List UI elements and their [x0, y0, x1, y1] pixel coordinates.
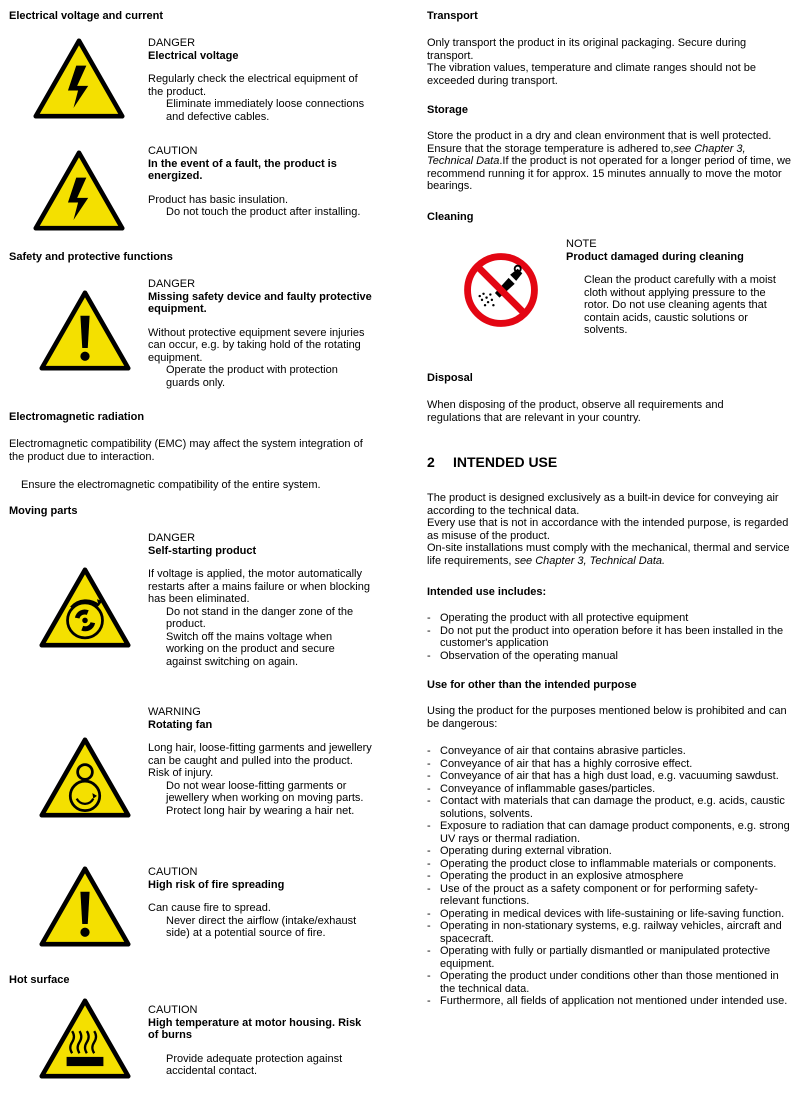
list-item: - Operating the product under conditions other than those mentioned in the technical data. — [427, 970, 792, 995]
rotating-fan-warning-icon — [39, 737, 131, 818]
heading-transport: Transport — [427, 10, 478, 22]
no-spray-cleaning-icon — [463, 252, 539, 328]
warning-self-starting: DANGER Self-starting product If voltage is applied, the motor automatically restarts after a mains failure or when blocking has been eliminated. Do not stand in the danger zone of the product. Switch off the mains voltage when working on the product and secure against switching on again. — [148, 532, 370, 668]
intended-use-text: The product is designed exclusively as a built-in device for conveying air according to the technical data. Every use that is not in accordance with the intended purpose, is regarded as misuse of the product. On-site installations must comply with the mechanical, thermal and service life requirements, see Chapter 3, Technical Data. — [427, 492, 790, 567]
warning-fire-spreading: CAUTION High risk of fire spreading Can cause fire to spread. Never direct the airflow (intake/exhaust side) at a potential source of fire. — [148, 866, 357, 939]
heading-electrical: Electrical voltage and current — [9, 10, 164, 22]
prohibited-use-list — [427, 745, 792, 1008]
warning-electrical-voltage: DANGER Electrical voltage Regularly check the electrical equipment of the product. Eliminate immediately loose connections and defective cables. — [148, 37, 365, 123]
list-item: - Conveyance of air that has a highly corrosive effect. — [427, 758, 792, 771]
list-item: - Operating in non-stationary systems, e.g. railway vehicles, aircraft and spacecraft. — [427, 920, 792, 945]
warning-rotating-fan: WARNING Rotating fan Long hair, loose-fitting garments and jewellery can be caught and pulled into the product. Risk of injury. Do not wear loose-fitting garments or jewellery when working on moving parts. Protect long hair by wearing a hair net. — [148, 706, 372, 817]
self-starting-fan-icon — [39, 567, 131, 648]
list-item: - Conveyance of inflammable gases/particles. — [427, 783, 792, 796]
list-item: - Conveyance of air that has a high dust load, e.g. vacuuming sawdust. — [427, 770, 792, 783]
emc-action: Ensure the electromagnetic compatibility of the entire system. — [21, 479, 321, 491]
heading-hot-surface: Hot surface — [9, 974, 70, 986]
list-item: - Operating the product with all protective equipment — [427, 612, 792, 625]
heading-disposal: Disposal — [427, 372, 473, 384]
note-cleaning: NOTE Product damaged during cleaning Clean the product carefully with a moist cloth without applying pressure to the rotor. Do not use cleaning agents that contain acids, caustic solutions or solvents. — [566, 238, 776, 336]
list-item: - Exposure to radiation that can damage product components, e.g. strong UV rays or thermal radiation. — [427, 820, 792, 845]
list-item: - Do not put the product into operation before it has been installed in the customer's application — [427, 625, 792, 650]
electrical-voltage-warning-icon — [33, 38, 125, 119]
heading-emc: Electromagnetic radiation — [9, 411, 145, 423]
list-item: - Conveyance of air that contains abrasive particles. — [427, 745, 792, 758]
list-item: - Contact with materials that can damage the product, e.g. acids, caustic solutions, solvents. — [427, 795, 792, 820]
disposal-text: When disposing of the product, observe all requirements and regulations that are relevant in your country. — [427, 399, 724, 424]
list-item: - Observation of the operating manual — [427, 650, 792, 663]
list-item: - Operating in medical devices with life-sustaining or life-saving function. — [427, 908, 792, 921]
hot-surface-icon — [39, 998, 131, 1079]
heading-storage: Storage — [427, 104, 468, 116]
heading-intended-includes: Intended use includes: — [427, 586, 547, 598]
emc-text: Electromagnetic compatibility (EMC) may affect the system integration of the product due to interaction. — [9, 438, 363, 463]
electrical-voltage-caution-icon — [33, 150, 125, 231]
intended-includes-list — [427, 612, 792, 662]
list-item: - Furthermore, all fields of application not mentioned under intended use. — [427, 995, 792, 1008]
list-item: - Use of the prouct as a safety component or for performing safety-relevant functions. — [427, 883, 792, 908]
list-item: - Operating during external vibration. — [427, 845, 792, 858]
warning-fault-energized: CAUTION In the event of a fault, the product is energized. Product has basic insulation. Do not touch the product after installing. — [148, 145, 361, 218]
list-item: - Operating the product close to inflammable materials or components. — [427, 858, 792, 871]
chapter-heading: 2 INTENDED USE — [427, 454, 558, 470]
heading-safety: Safety and protective functions — [9, 251, 173, 263]
heading-other-use: Use for other than the intended purpose — [427, 679, 637, 691]
other-use-intro: Using the product for the purposes mentioned below is prohibited and can be dangerous: — [427, 705, 787, 730]
warning-hot-surface: CAUTION High temperature at motor housing. Risk of burns Provide adequate protection against accidental contact. — [148, 1004, 362, 1077]
storage-text: Store the product in a dry and clean environment that is well protected. Ensure that the storage temperature is adhered to,see Chapter 3, Technical Data.If the product is not operated for a longer period of time, we recommend running it for approx. 15 minutes annually to move the motor bearings. — [427, 130, 792, 192]
list-item: - Operating with fully or partially dismantled or manipulated protective equipment. — [427, 945, 792, 970]
general-danger-icon — [39, 290, 131, 371]
list-item: - Operating the product in an explosive atmosphere — [427, 870, 792, 883]
warning-missing-safety-device: DANGER Missing safety device and faulty protective equipment. Without protective equipment severe injuries can occur, e.g. by taking hold of the rotating equipment. Operate the product with protection guards only. — [148, 278, 372, 389]
heading-cleaning: Cleaning — [427, 211, 474, 223]
heading-moving-parts: Moving parts — [9, 505, 78, 517]
fire-spreading-caution-icon — [39, 866, 131, 947]
transport-text: Only transport the product in its original packaging. Secure during transport. The vibration values, temperature and climate ranges should not be exceeded during transport. — [427, 37, 756, 87]
